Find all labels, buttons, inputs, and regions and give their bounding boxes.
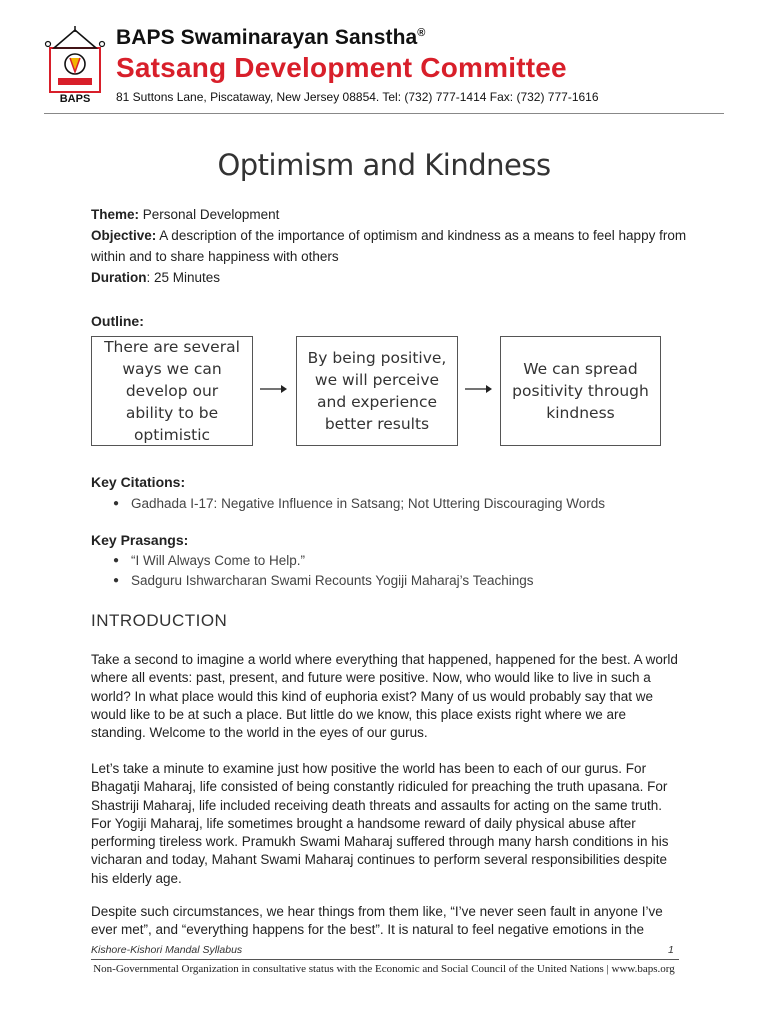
arrow-right-icon [464, 383, 494, 395]
citations-list [113, 494, 605, 514]
committee-name: Satsang Development Committee [116, 52, 567, 83]
list-item: ● Gadhada I-17: Negative Influence in Satsang; Not Uttering Discouraging Words [113, 494, 605, 514]
outline-step-1: There are several ways we can develop our ability to be optimistic [91, 336, 253, 446]
intro-paragraph-1: Take a second to imagine a world where everything that happened, happened for the best. A world where all events: past, present, and future were positive. Now, who would like to live in such a world? In what place would this kind of euphoria exist? Many of us would probably say that we would like to be at such a place. But little do we know, this place exists right where we are standing. Welcome to the world in the eyes of our gurus. [91, 652, 678, 741]
address-line: 81 Suttons Lane, Piscataway, New Jersey 08854. Tel: (732) 777-1414 Fax: (732) 777-1616 [116, 90, 599, 104]
outline-step-2: By being positive, we will perceive and experience better results [296, 336, 458, 446]
letterhead [44, 26, 724, 106]
outline-label: Outline: [91, 313, 144, 329]
key-citations-label: Key Citations: [91, 474, 186, 490]
duration-line: Duration: 25 Minutes [91, 270, 221, 285]
arrow-right-icon [259, 383, 289, 395]
theme-line: Theme: Personal Development [91, 207, 280, 222]
list-item: ● “I Will Always Come to Help.” [113, 551, 533, 571]
introduction-heading: INTRODUCTION [91, 611, 228, 630]
intro-paragraph-2: Let’s take a minute to examine just how positive the world has been to each of our gurus. For Bhagatji Maharaj, life consisted of being constantly ridiculed for preaching the truth upasana. For Shastriji Maharaj, life included receiving death threats and assaults for acting on the same truth. For Yogiji Maharaj, life sometimes brought a handsome reward of daily physical abuse after performing tireless work. Pramukh Swami Maharaj suffered through many harsh conditions in his vicharan and today, Mahant Swami Maharaj continues to perform several responsibilities despite his elderly age. [91, 761, 669, 886]
syllabus-footer: Kishore-Kishori Mandal Syllabus [91, 944, 243, 956]
page-title: Optimism and Kindness [217, 148, 551, 182]
logo-wordmark: BAPS [59, 93, 91, 104]
page-number: 1 [668, 944, 674, 956]
objective-line: Objective: A description of the importance of optimism and kindness as a means to feel happy from within and to share happiness with others [91, 228, 687, 264]
outline-step-3: We can spread positivity through kindness [500, 336, 661, 446]
list-item: ● Sadguru Ishwarcharan Swami Recounts Yogiji Maharaj’s Teachings [113, 571, 533, 591]
key-prasangs-label: Key Prasangs: [91, 532, 189, 548]
org-name: BAPS Swaminarayan Sanstha® [116, 26, 426, 49]
prasangs-list [113, 551, 533, 591]
footer-divider [91, 959, 679, 960]
org-statement: Non-Governmental Organization in consultative status with the Economic and Social Council of the United Nations | www.baps.org [93, 963, 675, 975]
intro-paragraph-3: Despite such circumstances, we hear things from them like, “I’ve never seen fault in anyone I’ve ever met”, and “everything happens for the best”. It is natural to feel negative emotions in the [91, 904, 663, 938]
lesson-meta [91, 204, 691, 288]
header-divider [44, 113, 724, 114]
baps-logo-icon [44, 26, 106, 104]
